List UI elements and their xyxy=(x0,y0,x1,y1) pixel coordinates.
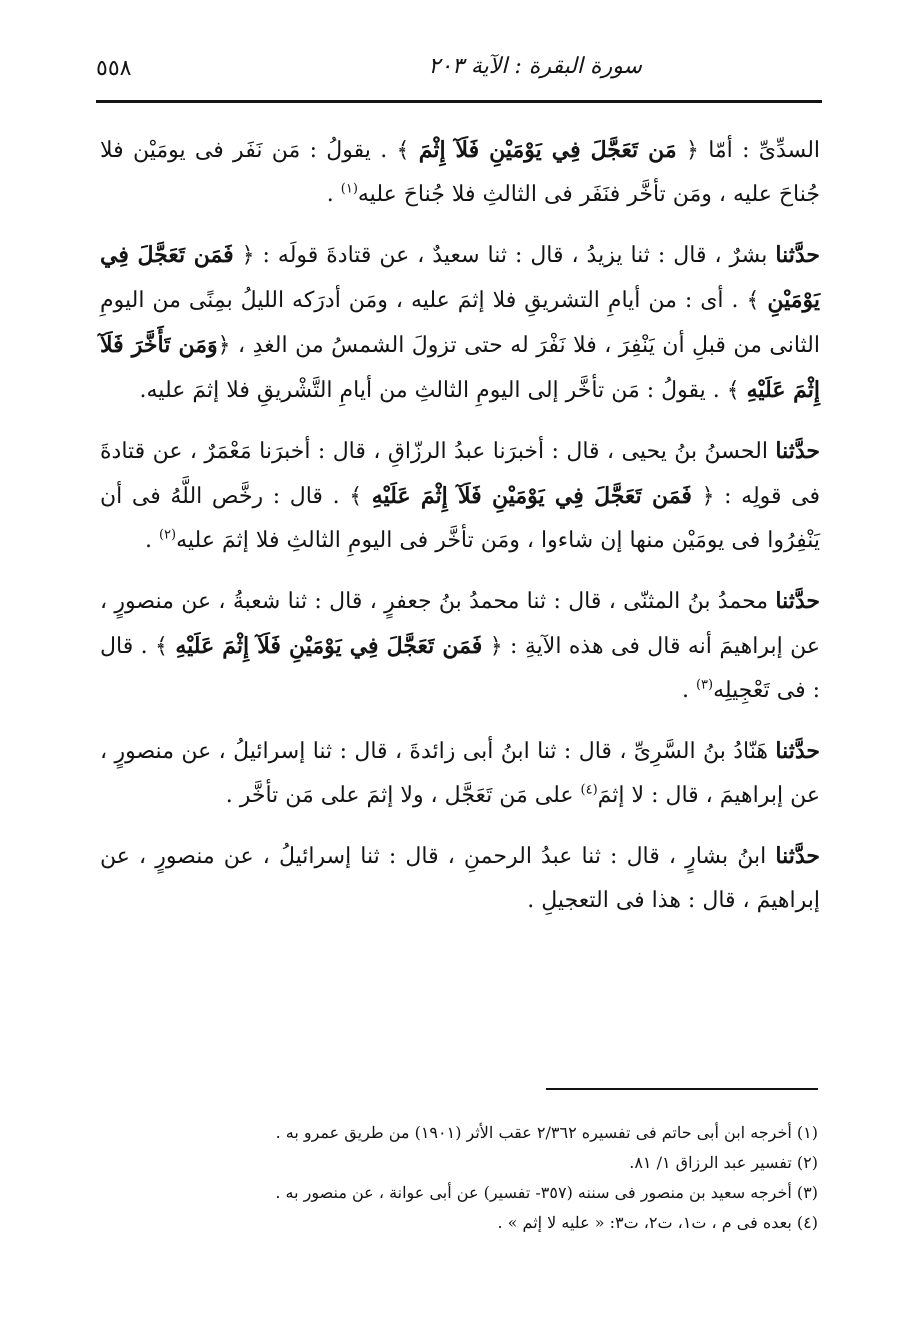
text-run: السدِّىِّ : أمّا xyxy=(698,138,821,163)
text-run: على مَن تَعَجَّل ، ولا إثمَ على مَن تأخَّر . xyxy=(225,783,581,808)
quran-close-bracket: ﴾ xyxy=(396,138,410,163)
quran-close-bracket: ﴾ xyxy=(155,634,168,659)
quran-verse: فَمَن تَعَجَّلَ فِي يَوْمَيْنِ xyxy=(100,242,820,313)
text-run: . أى : من أيامِ التشريقِ فلا إثمَ عليه ، ومَن أدرَكه الليلُ بمِنًى من اليومِ الثانى من قبلِ أن يَنْفِرَ ، فلا نَفْرَ له حتى تزولَ الشمسُ من الغدِ ، xyxy=(100,288,820,358)
paragraph-1 xyxy=(100,128,820,217)
hadith-lead: حدَّثنا xyxy=(775,242,820,268)
page-number: ٥٥٨ xyxy=(96,56,132,81)
quran-open-bracket: ﴿ xyxy=(241,243,255,268)
quran-verse: مَن تَعَجَّلَ فِي يَوْمَيْنِ فَلَآ إِثْمَ xyxy=(418,137,677,163)
footnote-ref: (٢) xyxy=(158,527,177,543)
text-run: ابنُ بشارٍ ، قال : ثنا عبدُ الرحمنِ ، قال : ثنا إسرائيلُ ، عن منصورٍ ، عن إبراهيمَ ، قال : هذا فى التعجيلِ . xyxy=(100,844,820,913)
hadith-lead: حدَّثنا xyxy=(775,438,820,464)
paragraph-3 xyxy=(100,429,820,563)
footnote-rule xyxy=(546,1088,818,1090)
footnote-4: (٤) بعده فى م ، ت١، ت٢، ت٣: « عليه لا إثم » . xyxy=(497,1213,818,1232)
quran-verse: وَمَن تَأَخَّرَ فَلَآ إِثْمَ عَلَيْهِ xyxy=(100,332,820,403)
quran-verse: فَمَن تَعَجَّلَ فِي يَوْمَيْنِ فَلَآ إِثْمَ عَلَيْهِ xyxy=(175,633,483,659)
text-run: الحسنُ بنُ يحيى ، قال : أخبرَنا عبدُ الرزّاقِ ، قال : أخبرَنا مَعْمَرٌ ، عن قتادةَ فى قولِه : xyxy=(100,439,821,509)
footnote-3: (٣) أخرجه سعيد بن منصور فى سننه (٣٥٧- تفسير) عن أبى عوانة ، عن منصور به . xyxy=(275,1183,818,1202)
quran-close-bracket: ﴾ xyxy=(349,484,363,509)
paragraph-4 xyxy=(100,579,820,713)
page-header xyxy=(96,52,822,92)
main-text xyxy=(100,128,820,939)
running-title: سورة البقرة : الآية ٢٠٣ xyxy=(428,54,642,79)
text-run: . قال : رخَّص اللَّهُ فى أن يَنْفِرُوا فى يومَيْن منها إن شاءوا ، ومَن تأخَّر فى اليومِ الثالثِ فلا إثمَ عليه xyxy=(100,484,820,553)
text-run: محمدُ بنُ المثنّى ، قال : ثنا محمدُ بنُ جعفرٍ ، قال : ثنا شعبةُ ، عن منصورٍ ، عن إبراهيمَ أنه قال فى هذه الآيةِ : xyxy=(100,589,820,659)
quran-close-bracket: ﴾ xyxy=(746,288,760,313)
paragraph-5 xyxy=(100,729,820,818)
header-rule xyxy=(96,100,822,103)
text-run: هَنّادُ بنُ السَّرِىِّ ، قال : ثنا ابنُ أبى زائدةَ ، قال : ثنا إسرائيلُ ، عن منصورٍ ، عن إبراهيمَ ، قال : لا إثمَ xyxy=(100,739,820,808)
text-run: . xyxy=(681,678,696,703)
quran-verse: فَمَن تَعَجَّلَ فِي يَوْمَيْنِ فَلَآ إِثْمَ عَلَيْهِ xyxy=(371,483,692,509)
text-run: . xyxy=(144,528,159,553)
paragraph-2 xyxy=(100,233,820,413)
footnote-2: (٢) تفسير عبد الرزاق ١/ ٨١. xyxy=(629,1153,818,1172)
text-run: . قال : فى تَعْجِيلِه xyxy=(100,634,820,703)
footnote-ref: (١) xyxy=(340,181,358,197)
text-run: . xyxy=(326,182,341,207)
paragraph-6 xyxy=(100,834,820,923)
hadith-lead: حدَّثنا xyxy=(775,588,820,614)
text-run: . يقولُ : مَن نَفَر فى يومَيْن فلا جُناحَ عليه ، ومَن تأخَّر فنَفَر فى الثالثِ فلا جُناحَ عليه xyxy=(100,138,820,207)
quran-open-bracket: ﴿ xyxy=(217,333,231,358)
text-run: بشرٌ ، قال : ثنا يزيدُ ، قال : ثنا سعيدٌ ، عن قتادةَ قولَه : xyxy=(254,243,776,268)
quran-open-bracket: ﴿ xyxy=(686,138,699,163)
quran-close-bracket: ﴾ xyxy=(726,378,740,403)
hadith-lead: حدَّثنا xyxy=(775,738,820,764)
footnote-ref: (٣) xyxy=(695,677,714,693)
footnote-1: (١) أخرجه ابن أبى حاتم فى تفسيره ٢/٣٦٢ عقب الأثر (١٩٠١) من طريق عمرو به . xyxy=(275,1123,818,1142)
quran-open-bracket: ﴿ xyxy=(701,484,715,509)
footnote-ref: (٤) xyxy=(580,782,598,798)
footnotes xyxy=(100,1118,818,1238)
quran-open-bracket: ﴿ xyxy=(489,634,503,659)
hadith-lead: حدَّثنا xyxy=(775,843,820,869)
text-run: . يقولُ : مَن تأخَّر إلى اليومِ الثالثِ من أيامِ التَّشْريقِ فلا إثمَ عليه. xyxy=(139,378,727,403)
